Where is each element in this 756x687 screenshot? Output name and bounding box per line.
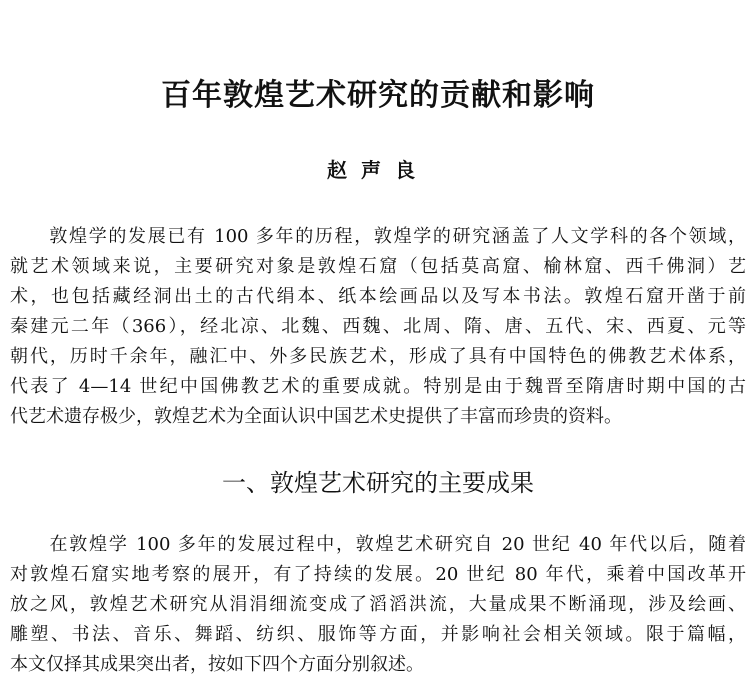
paragraph-line: 朝代，历时千余年，融汇中、外多民族艺术，形成了具有中国特色的佛教艺术体系， xyxy=(10,346,746,367)
paragraph-line: 对敦煌石窟实地考察的展开，有了持续的发展。20 世纪 80 年代，乘着中国改革开 xyxy=(10,564,746,585)
paragraph-line: 放之风，敦煌艺术研究从涓涓细流变成了滔滔洪流，大量成果不断涌现，涉及绘画、 xyxy=(10,594,746,615)
section-paragraph xyxy=(10,530,746,680)
article-title: 百年敦煌艺术研究的贡献和影响 xyxy=(161,78,595,113)
intro-paragraph xyxy=(10,222,746,432)
paragraph-line: 代艺术遗存极少，敦煌艺术为全面认识中国艺术史提供了丰富而珍贵的资料。 xyxy=(10,406,622,427)
paragraph-line: 术，也包括藏经洞出土的古代绢本、纸本绘画品以及写本书法。敦煌石窟开凿于前 xyxy=(10,286,746,307)
paragraph-line: 雕塑、书法、音乐、舞蹈、纺织、服饰等方面，并影响社会相关领域。限于篇幅， xyxy=(10,624,746,645)
paragraph-line: 敦煌学的发展已有 100 多年的历程，敦煌学的研究涵盖了人文学科的各个领域， xyxy=(10,226,746,247)
paragraph-line: 秦建元二年（366），经北凉、北魏、西魏、北周、隋、唐、五代、宋、西夏、元等 xyxy=(10,316,746,337)
paragraph-line: 代表了 4—14 世纪中国佛教艺术的重要成就。特别是由于魏晋至隋唐时期中国的古 xyxy=(10,376,746,397)
paragraph-line: 本文仅择其成果突出者，按如下四个方面分别叙述。 xyxy=(10,654,424,675)
section-heading: 一、敦煌艺术研究的主要成果 xyxy=(222,469,534,497)
article-author: 赵声良 xyxy=(327,158,429,182)
paragraph-line: 就艺术领域来说，主要研究对象是敦煌石窟（包括莫高窟、榆林窟、西千佛洞）艺 xyxy=(10,256,746,277)
paragraph-line: 在敦煌学 100 多年的发展过程中，敦煌艺术研究自 20 世纪 40 年代以后，随着 xyxy=(10,534,746,555)
